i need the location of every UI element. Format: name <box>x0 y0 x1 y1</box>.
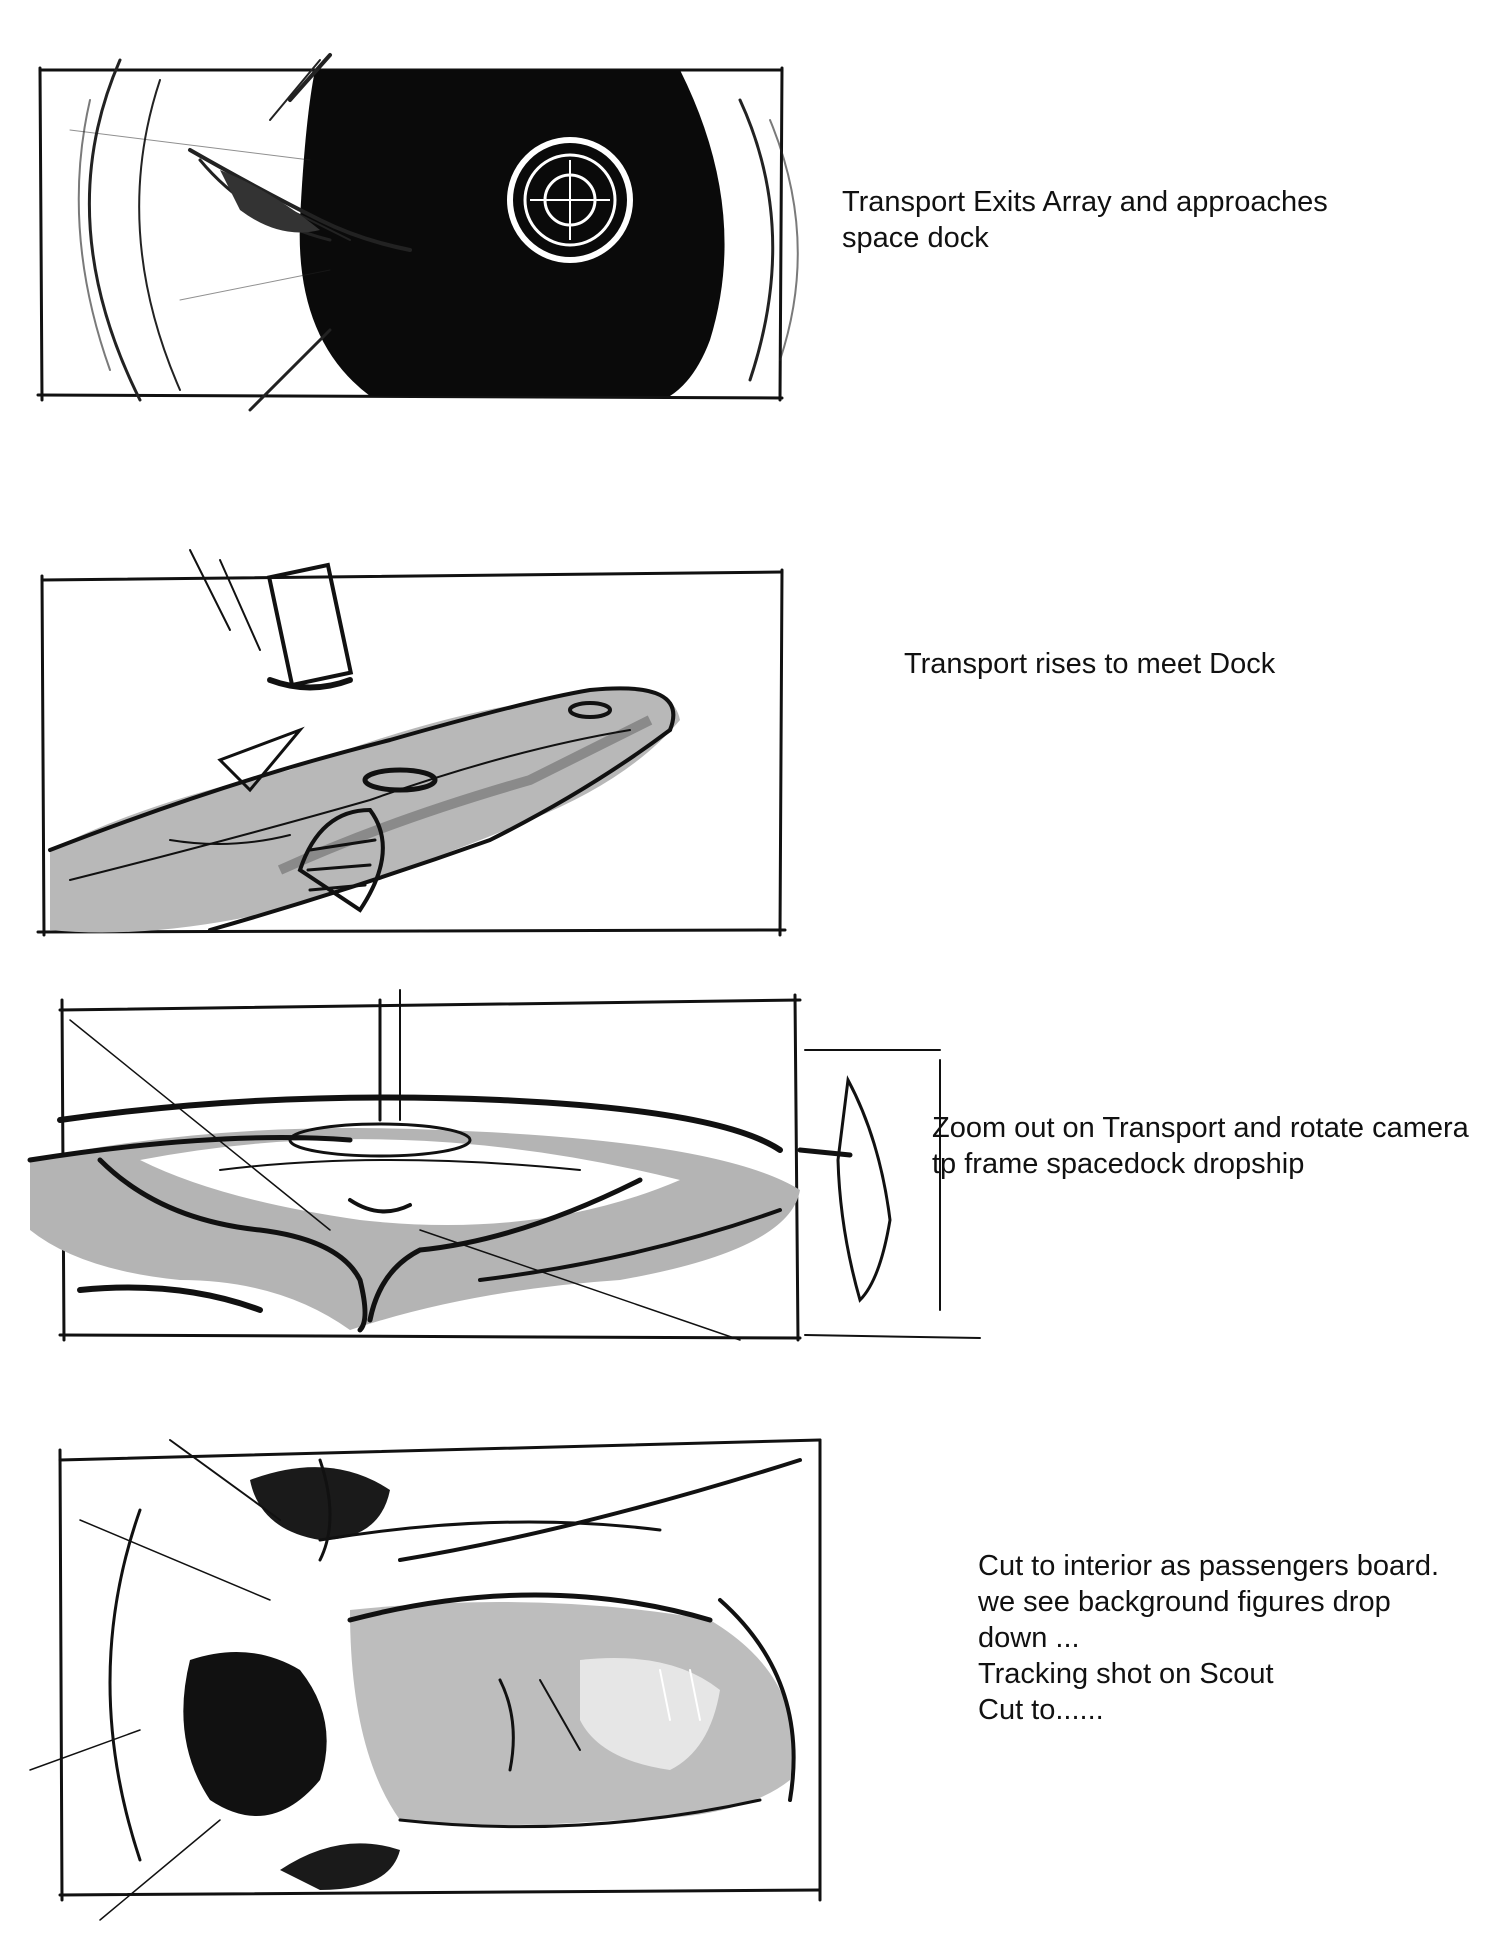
panel-1-sketch <box>30 40 790 410</box>
panel-1-caption <box>842 184 1328 256</box>
panel-3-sketch <box>20 980 1000 1360</box>
storyboard-panel-4 <box>20 1420 830 1920</box>
caption-line: we see background figures drop <box>978 1586 1391 1618</box>
panel-2-caption <box>904 646 1275 682</box>
panel-3-caption <box>932 1110 1469 1182</box>
caption-line: Cut to interior as passengers board. <box>978 1550 1440 1582</box>
storyboard-panel-3 <box>20 980 1000 1360</box>
panel-4-sketch <box>20 1420 830 1920</box>
caption-line: space dock <box>842 222 989 254</box>
panel-4-caption <box>978 1548 1439 1728</box>
caption-line: Tracking shot on Scout <box>978 1658 1274 1690</box>
caption-line: Cut to...... <box>978 1694 1104 1726</box>
panel-2-sketch <box>30 550 790 950</box>
storyboard-panel-1 <box>30 40 790 410</box>
caption-line: down ... <box>978 1622 1080 1654</box>
caption-line: Transport rises to meet Dock <box>904 648 1276 680</box>
caption-line: Transport Exits Array and approaches <box>842 186 1328 218</box>
storyboard-panel-2 <box>30 550 790 950</box>
caption-line: tp frame spacedock dropship <box>932 1148 1305 1180</box>
caption-line: Zoom out on Transport and rotate camera <box>932 1112 1469 1144</box>
